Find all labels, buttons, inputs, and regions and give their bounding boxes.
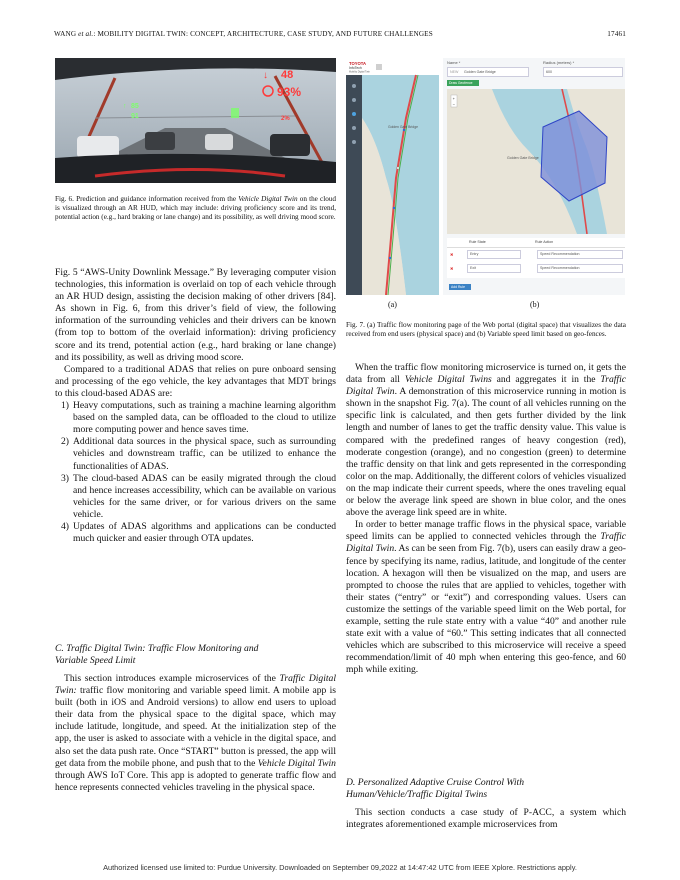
rule-action-select[interactable]: Speed Recommendation — [537, 250, 623, 259]
svg-text:Golden Gate Bridge: Golden Gate Bridge — [507, 156, 539, 160]
page-number: 17461 — [607, 30, 626, 38]
svg-text:Mobility Digital Twin: Mobility Digital Twin — [349, 70, 370, 74]
rule-action-header: Rule Action — [535, 240, 554, 244]
add-rule-button[interactable]: Add Rule — [449, 284, 471, 290]
fig6-hud-image — [55, 58, 336, 183]
section-c-heading: C. Traffic Digital Twin: Traffic Flow Monitoring and Variable Speed Limit — [55, 643, 259, 666]
running-header — [54, 30, 626, 42]
right-column — [346, 362, 626, 676]
radius-field[interactable]: 600 — [543, 67, 623, 77]
rule-state-select[interactable]: Entry — [467, 250, 521, 259]
name-field[interactable]: NEW Golden Gate Bridge — [447, 67, 529, 77]
zoom-controls[interactable] — [451, 95, 457, 107]
fig7-caption: Fig. 7. (a) Traffic flow monitoring page of the Web portal (digital space) that visualizes the data received from end users (physical space) and (b) Variable speed limit based on geo-fences. — [346, 321, 626, 339]
paragraph: This section conducts a case study of P-ACC, a system which integrates aforementioned example microservices from — [346, 807, 626, 831]
left-column — [55, 267, 336, 545]
hud-left-bottom: 91 — [131, 113, 139, 120]
fig7a-sublabel: (a) — [388, 300, 397, 309]
fig7b-geofence-page — [443, 58, 625, 295]
fig6-caption: Fig. 6. Prediction and guidance information received from the Vehicle Digital Twin on the cloud is visualized through an AR HUD, which may include: driving proficiency score and its trend, potential action (e.g., hard braking or lane change) and its possibility, as well driving mood score. — [55, 195, 337, 222]
rules-table — [447, 238, 625, 278]
hud-right: 2% — [281, 116, 290, 122]
rule-state-header: Rule State — [469, 240, 486, 244]
svg-text:Golden Gate Bridge: Golden Gate Bridge — [388, 125, 418, 129]
list-item: 1) Heavy computations, such as training a machine learning algorithm based on the sampled data, can be offloaded to the cloud to utilize more computing power and hence saves time. — [61, 400, 336, 436]
running-title: WANG et al.: MOBILITY DIGITAL TWIN: CONCEPT, ARCHITECTURE, CASE STUDY, AND FUTURE CHALLENGES — [54, 30, 433, 38]
section-c-body — [55, 673, 336, 794]
license-footer: Authorized licensed use limited to: Purdue University. Downloaded on September 09,2022 at 14:47:42 UTC from IEEE Xplore. Restrictions apply. — [103, 863, 577, 872]
fig7a-traffic-monitor — [346, 58, 439, 295]
paragraph: Fig. 5 “AWS-Unity Downlink Message.” By leveraging computer vision technologies, this information is overlaid on top of each vehicle through an AR HUD design, assisting the decision making of other drivers [84]. As shown in Fig. 6, from this driver’s field of view, the following information of the surrounding vehicles and their drivers can be known (from top to bottom of the overlaid information): driving proficiency score and its trend, potential action (e.g., hard braking or lane change) and its possibility, as well as driving mood score. — [55, 267, 336, 363]
rule-action-select[interactable]: Speed Recommendation — [537, 264, 623, 273]
section-d-heading: D. Personalized Adaptive Cruise Control With Human/Vehicle/Traffic Digital Twins — [346, 777, 525, 800]
paragraph: When the traffic flow monitoring microservice is turned on, it gets the data from all Vehicle Digital Twins and aggregates it in the Traffic Digital Twin. A demonstration of this microservice running in motion is shown in the snapshot Fig. 7(a). The count of all vehicles running on the specific link is calculated, and then gets further divided by the link length and number of lanes to get the traffic density value. This value is compared with the predefined ranges of heavy congestion (red), moderate congestion (orange), and no congestion (green) to determine the traffic density on that link and gets represented in the corresponding color on the map. Additionally, the different colors of vehicles visualized on the map indicate their current speeds, where the ones traveling equal or below the average link speed are shown in blue color, and the ones above the average link speed are in white. — [346, 362, 627, 519]
svg-text:↑: ↑ — [123, 103, 127, 110]
rule-row — [447, 250, 625, 260]
svg-text:↓: ↓ — [263, 70, 268, 81]
svg-text:+: + — [452, 96, 455, 101]
draw-geofence-button[interactable]: Draw Geofence — [447, 80, 479, 86]
list-item: 2) Additional data sources in the physical space, such as surrounding vehicles and downstream traffic, can be utilized to enhance the functionalities of ADAS. — [61, 436, 336, 472]
hud-distance: 48 — [281, 69, 294, 81]
hud-score: 93% — [277, 85, 302, 99]
paragraph: Compared to a traditional ADAS that relies on pure onboard sensing and processing of the ego vehicle, the key advantages that MDT brings to this cloud-based ADAS are: — [55, 363, 336, 399]
radius-label: Radius (meters) * — [543, 60, 575, 65]
paragraph: In order to better manage traffic flows in the physical space, variable speed limits can be applied to connected vehicles through the Traffic Digital Twin. As can be seen from Fig. 7(b), users can easily draw a geo-fence by specifying its name, radius, latitude, and longitude of the center location. A hexagon will then be visualized on the map, and users are prompted to choose the rules that are applied to vehicles, together with their states (“entry” or “exit”) and corresponding values. Users can customize the settings of the variable speed limit on the Web portal, for example, setting the rule state entry with a value “40” and another rule state exit with a value of “60.” This setting indicates that all connected vehicles which are subscribed to this microservice will receive a speed recommendation/limit of 40 mph when entering this geo-fence, and 60 mph while exiting. — [346, 519, 626, 676]
hud-left-top: 85 — [131, 103, 139, 110]
svg-text:InfoTech: InfoTech — [349, 66, 362, 70]
toyota-logo: TOYOTA — [349, 61, 367, 66]
list-item: 3) The cloud-based ADAS can be easily migrated through the cloud and hence increases accessibility, which can be available on various vehicles for the same driver, or for various drivers on the same vehicle. — [61, 472, 336, 520]
section-d-body — [346, 807, 626, 831]
svg-text:−: − — [452, 101, 456, 107]
rule-row — [447, 264, 625, 274]
rule-state-select[interactable]: Exit — [467, 264, 521, 273]
name-label: Name * — [447, 60, 461, 65]
fig7b-sublabel: (b) — [530, 300, 540, 309]
paragraph: This section introduces example microservices of the Traffic Digital Twin: traffic flow monitoring and variable speed limit. A mobile app is built (both in iOS and Android versions) to allow end users to upload their data from the physical space to the digital space, which may include latitude, longitude, and speed. At the initialization step of the app, the user is asked to associate with a vehicle in the digital space, and also set the data push rate. Once “START” button is pressed, the app will get data from the mobile phone, and push that to the Vehicle Digital Twin through AWS IoT Core. This app is adopted to generate traffic flow and hence represents connected vehicles traveling in the physical space. — [55, 673, 336, 793]
list-item: 4) Updates of ADAS algorithms and applications can be conducted much quicker and easier through OTA updates. — [61, 520, 336, 545]
delete-icon[interactable]: ✖ — [450, 266, 454, 271]
geofence-map[interactable] — [447, 89, 625, 234]
delete-icon[interactable]: ✖ — [450, 252, 454, 257]
advantages-list — [55, 400, 336, 545]
